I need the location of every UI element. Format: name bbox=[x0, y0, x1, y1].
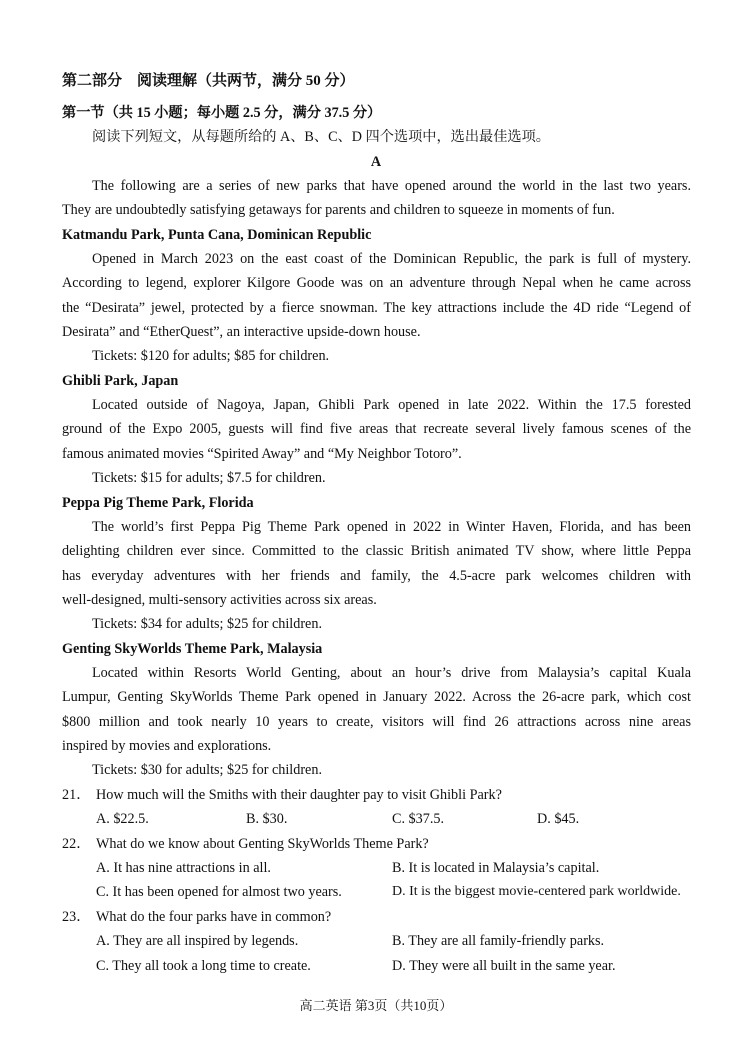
park-text-line: Desirata” and “EtherQuest”, an interactive upside-down house. bbox=[62, 324, 421, 340]
section-header: 第二部分 阅读理解（共两节，满分 50 分） bbox=[62, 73, 355, 89]
intro-line: They are undoubtedly satisfying getaways for parents and children to squeeze in moments of fun. bbox=[62, 202, 615, 218]
option-b: B. $30. bbox=[246, 811, 288, 827]
park-text-line: ground of the Expo 2005, guests will find five areas that recreate several lively famous scenes of the bbox=[62, 421, 691, 437]
park-title: Ghibli Park, Japan bbox=[62, 373, 179, 389]
option-b: B. It is located in Malaysia’s capital. bbox=[392, 860, 600, 876]
option-c: C. It has been opened for almost two years. bbox=[96, 884, 342, 900]
park-title: Genting SkyWorlds Theme Park, Malaysia bbox=[62, 641, 323, 657]
park-text-line: delighting children ever since. Committed to the classic British animated TV show, where little Peppa bbox=[62, 543, 691, 559]
park-text-line: Located within Resorts World Genting, about an hour’s drive from Malaysia’s capital Kuala bbox=[92, 665, 691, 681]
park-text-line: inspired by movies and explorations. bbox=[62, 738, 272, 754]
park-title: Katmandu Park, Punta Cana, Dominican Republic bbox=[62, 227, 372, 243]
option-a: A. It has nine attractions in all. bbox=[96, 860, 271, 876]
option-d: D. They were all built in the same year. bbox=[392, 958, 616, 974]
park-tickets: Tickets: $120 for adults; $85 for children. bbox=[92, 348, 330, 364]
option-a: A. They are all inspired by legends. bbox=[96, 933, 299, 949]
option-c: C. They all took a long time to create. bbox=[96, 958, 311, 974]
park-text-line: The world’s first Peppa Pig Theme Park opened in 2022 in Winter Haven, Florida, and has been bbox=[92, 519, 691, 535]
option-c: C. $37.5. bbox=[392, 811, 445, 827]
question-number: 21． bbox=[62, 787, 91, 803]
park-text-line: According to legend, explorer Kilgore Goode was on an adventure through Nepal when he came across bbox=[62, 275, 691, 291]
park-text-line: Lumpur, Genting SkyWorlds Theme Park opened in January 2022. Across the 26-acre park, which cost bbox=[62, 689, 691, 705]
page-footer: 高二英语 第3页（共10页） bbox=[299, 998, 453, 1013]
park-text-line: $800 million and took nearly 10 years to create, visitors will find 26 attractions across nine areas bbox=[62, 714, 691, 730]
option-d: D. $45. bbox=[537, 811, 580, 827]
park-text-line: the “Desirata” jewel, protected by a fierce snowman. The key attractions include the 4D ride “Legend of bbox=[62, 300, 691, 316]
question-text: How much will the Smiths with their daughter pay to visit Ghibli Park? bbox=[96, 787, 502, 803]
park-text-line: famous animated movies “Spirited Away” and “My Neighbor Totoro”. bbox=[62, 446, 462, 462]
option-a: A. $22.5. bbox=[96, 811, 149, 827]
park-text-line: well-designed, multi-sensory activities across six areas. bbox=[62, 592, 377, 608]
park-title: Peppa Pig Theme Park, Florida bbox=[62, 495, 254, 511]
park-tickets: Tickets: $30 for adults; $25 for children. bbox=[92, 762, 322, 778]
option-b: B. They are all family-friendly parks. bbox=[392, 933, 605, 949]
park-tickets: Tickets: $34 for adults; $25 for children. bbox=[92, 616, 322, 632]
instructions: 阅读下列短文，从每题所给的 A、B、C、D 四个选项中，选出最佳选项。 bbox=[92, 129, 550, 145]
intro-line: The following are a series of new parks that have opened around the world in the last two years. bbox=[92, 178, 691, 194]
question-text: What do the four parks have in common? bbox=[96, 909, 332, 925]
park-tickets: Tickets: $15 for adults; $7.5 for children. bbox=[92, 470, 326, 486]
passage-label: A bbox=[370, 154, 382, 170]
question-number: 22． bbox=[62, 836, 91, 852]
option-d: D. It is the biggest movie-centered park worldwide. bbox=[392, 884, 681, 899]
park-text-line: Opened in March 2023 on the east coast of the Dominican Republic, the park is full of mystery. bbox=[92, 251, 691, 267]
park-text-line: has everyday adventures with her friends and family, the 4.5-acre park welcomes children with bbox=[62, 568, 691, 584]
subsection-header: 第一节（共 15 小题；每小题 2.5 分，满分 37.5 分） bbox=[62, 105, 382, 121]
park-text-line: Located outside of Nagoya, Japan, Ghibli Park opened in late 2022. Within the 17.5 forested bbox=[92, 397, 691, 413]
question-text: What do we know about Genting SkyWorlds Theme Park? bbox=[96, 836, 429, 852]
question-number: 23． bbox=[62, 909, 91, 925]
